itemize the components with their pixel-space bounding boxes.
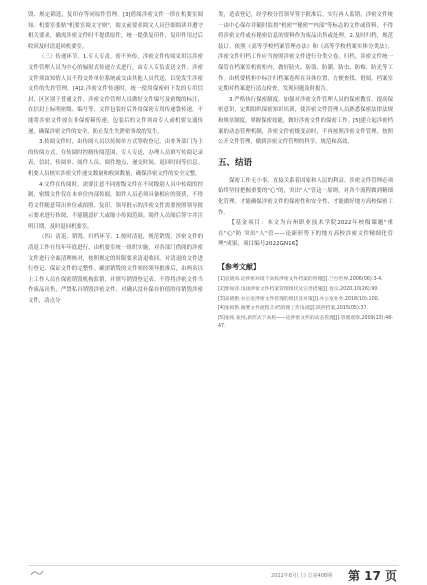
reference-item: [5]张纯.张纯,新形式下高校——论涉密文件的动态管理[J].管理观察,2009(13):46-47. — [218, 315, 393, 330]
right-column — [218, 10, 393, 333]
page-footer — [0, 561, 427, 585]
paragraph: 3.传阅文件时，由传阅人员以传阅单方式签收登记。由业务部门为主的传阅方式，在传阅时控制传阅范围，专人专送，办理人员填写传阅记录表，信封、传阅单、阅件人员、阅件地点、递交时间、退回时间等信息。机要人员核实涉密文件递交数量和收回数量，确保涉密文件的安全完整。 — [28, 139, 203, 177]
paragraph: 4.文件在传阅时，需要注意不同密级文件在不同级别人员中传阅的控制，密级文件仅在本单位内部传阅，阅件人员必须具备相应的资质，不得将文件随意带出单位或拍照、复印。领导批示的涉密文件需要按照领导批示要求进行传阅，不能随意扩大或缩小传阅范围。阅件人员阅后签字并注明日期，及时退回机要室。 — [28, 181, 203, 230]
paragraph: （三）传递环节。1.专人专责，密不外传。涉密文件传阅采用以涉密文件管理人员为中心的辐射式传递方式进行，由专人专负责送文件。涉密文件须由知情人员不得交外单位系统或交由其他人员代送，以免发生涉密文件的失控管理。[4]2.涉密文件传递时，统一使用保密码下发的专用信封，区区别于普通文件，涉密文件管理人员做好文件编号及密级的标注，在信封上标明密级、编号等，文件包装好后外用保密专用传递袋传递，不能将涉密文件放在非保密箱传递，包装后的文件须由专人或机要交通传递，确保涉密文件的安全，防止发生失泄密事故的发生。 — [28, 54, 203, 135]
reference-item: [3]高晓艳.办公室涉密文件管理的现状及对策[J].办公室业务,2018(10):100. — [218, 296, 380, 302]
left-column — [28, 10, 203, 307]
paragraph: 3.严格执行保密制度。加强对涉密文件管理人员的保密教育，提高保密意识，定期组织保密知识培训，使涉密文件管理人员熟悉保密法律法规和规章制度，掌握保密技能，做好涉密文件的保密工作。[5]建立起涉密档案的动态管理机制，涉密文件密级变动时，不再按照涉密文件管理，按照公开文件管理，做到涉密文件管理的科学、规范和高效。 — [218, 96, 393, 146]
page-number: 第 17 页 — [347, 569, 397, 583]
issue-info: 2022年8月(上) 总第408期 — [271, 573, 332, 579]
paragraph: 毁、规定筛选，复印存等同原件管理。[3]借阅涉密文件一律在机要室阅知。机要室张贴"机要室阅文守则"，阅文前要求阅文人员仔细阅读并遵守相关要求，确需涉密文件时不提供原件，统一提供复印件，复印件用过后收回及时清退回机要室。 — [28, 12, 203, 50]
references-heading: 【参考文献】 — [218, 262, 260, 271]
reference-list — [218, 276, 393, 332]
reference-item: [1]袁晓凤.论涉密环境下高校涉密文件档案的管理[J].兰台世界,2006(06):3-4. — [218, 277, 383, 283]
reference-item: [4]张柏艳.做要文件流程.归档管理工作浅谈[J].陕西档案,2015(05):37. — [218, 306, 369, 312]
paragraph: 类，造表登记，经学校分管领导签字批准后，实行再人监销。涉密文件统一由中心保存并随时监督"机密""秘密""内部"等标志的文件或资料，不得将涉密文件或有秘密信息的资料作为废品出售或处理。2.及时归档，规范装订。依照《高等学校档案管理办法》和《高等学校档案实体分类法》，涉密文件归档工作应当按照涉密文件进行分类立卷，归档。涉密文件统一保管在档案室机密柜内，做好防火、防盗、防潮、防虫、防霉、防光等工作。由机要机柜中标注归档案卷所在具体位置，方便查找、借阅。档案室定期对档案进行清点检查，发现问题及时报告。 — [218, 12, 393, 93]
footer-divider — [28, 565, 399, 566]
section-heading: 五、结语 — [218, 157, 253, 168]
fund-note: 【基金项目：本文为台州职业技术学院2022年校级课题"重在"心"防 突出"人"管——论新形势下的地方高校涉密文件精细化管理"成果，项目编号2022GN16】 — [218, 220, 393, 248]
paragraph: （四）清退、销毁、归档环节。1.按时清退，规范销毁。涉密文件的清退工作在每年年底进行，由机要室统一组织实施，对各部门借阅的涉密文件进行全面清理核对，按照规定的时限要求清退收回，对清退的文件进行登记，保证文件的完整性。确需销毁的文件须经领导批准后，由两名以上工作人员在保密销毁机构监销，并填写销毁登记表。不得将涉密文件当作废品出售，严禁私自销毁涉密文件。对确认没有保存价值的待销毁涉密文件，清点分 — [28, 234, 203, 305]
journal-logo-icon — [30, 569, 44, 577]
paragraph: 保密工作无小事，直接关系着国家和人民的利益。涉密文件管理必须始终坚持把握重要的"心"的，突出"人"管这一原则，对各个流程做到精细化管理，才能确保涉密文件的保密性和安全性，才能做好地方高校保密工作。 — [218, 177, 393, 216]
reference-item: [2]郭如萍.浅谈涉密文件档案管理现状及完善措施[J].卷宗,2020,10(26):90. — [218, 287, 379, 293]
